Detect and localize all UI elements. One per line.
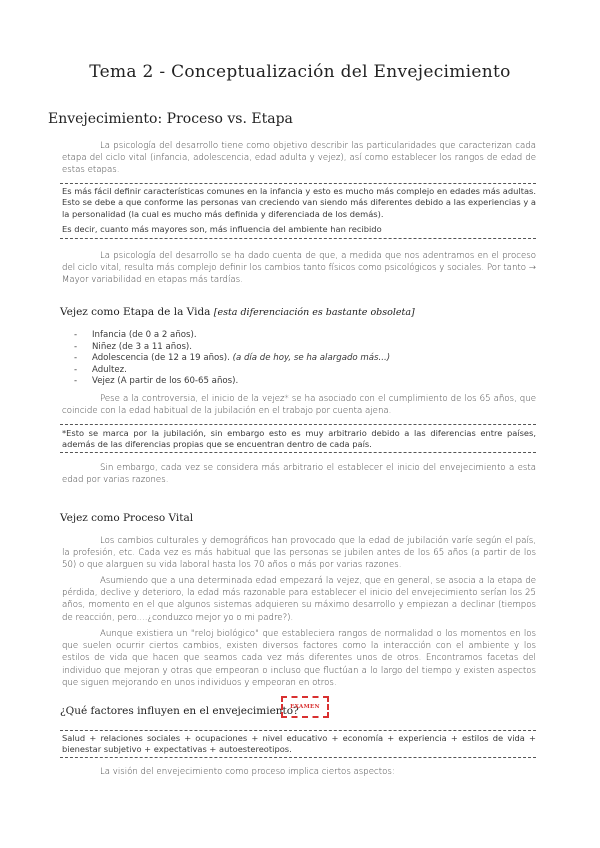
paragraph-objetivo: La psicología del desarrollo tiene como objetivo describir las particularidades que caracterizan cada etapa del ciclo vital (infancia, adolescencia, edad adulta y vejez), así como establecer los rangos de edad de estas etapas. (62, 141, 536, 176)
list-item: - Infancia (de 0 a 2 años). (74, 330, 390, 342)
section-heading-factores: ¿Qué factores influyen en el envejecimiento? (60, 705, 299, 717)
divider (60, 424, 536, 425)
heading-note: [esta diferenciación es bastante obsoleta] (213, 307, 415, 318)
section-heading-proceso-vital: Vejez como Proceso Vital (60, 512, 194, 524)
divider (60, 452, 536, 453)
section-heading-etapa-vida (60, 306, 415, 318)
note-caracteristicas: Es más fácil definir características comunes en la infancia y esto es mucho más complejo en edades más adultas. Esto se debe a que conforme las personas van creciendo van siendo más diferentes debido a las experiencias y a la personalidad (la cual es mucho más definida y diferenciada de los demás). (62, 186, 536, 219)
factors-list: Salud + relaciones sociales + ocupaciones + nivel educativo + economía + experiencia + estilos de vida + bienestar subjetivo + expectativas + autoestereotipos. (62, 733, 536, 755)
heading-text: Vejez como Etapa de la Vida (60, 306, 211, 318)
divider (60, 757, 536, 758)
divider (60, 238, 536, 239)
paragraph-aspectos: La visión del envejecimiento como proceso implica ciertos aspectos: (100, 767, 395, 777)
list-item: - Adolescencia (de 12 a 19 años). (a día de hoy, se ha alargado más...) (74, 353, 390, 365)
divider (60, 730, 536, 731)
paragraph-jubilacion: Pese a la controversia, el inicio de la vejez* se ha asociado con el cumplimiento de los 65 años, que coincide con la edad habitual de la jubilación en el trabajo por cuenta ajena. (62, 394, 536, 417)
page-title: Tema 2 - Conceptualización del Envejecimiento (89, 62, 511, 82)
paragraph-reloj-biologico: Aunque existiera un "reloj biológico" que estableciera rangos de normalidad o los momentos en los que suelen ocurrir ciertos cambios, existen diversos factores como la interacción con el ambiente y los estilos de vida que hacen que seamos cada vez más diferentes unos de otros. Encontramos facetas del individuo que mejoran y otras que empeoran o incluso que fluctúan a lo largo del tiempo y existen aspectos que siguen mejorando en unos individuos y empeoran en otros. (62, 629, 536, 688)
list-item: - Vejez (A partir de los 60-65 años). (74, 376, 390, 388)
paragraph-cambios-culturales: Los cambios culturales y demográficos han provocado que la edad de jubilación varíe según el país, la profesión, etc. Cada vez es más habitual que las personas se jubilen antes de los 65 años (a partir de los 50) o que alarguen su vida laboral hasta los 70 años o más por varias razones. (62, 536, 536, 571)
section-heading-proceso-etapa: Envejecimiento: Proceso vs. Etapa (48, 111, 293, 127)
note-ambiente: Es decir, cuanto más mayores son, más influencia del ambiente han recibido (62, 224, 382, 234)
list-item: - Niñez (de 3 a 11 años). (74, 342, 390, 354)
note-arbitrario: *Esto se marca por la jubilación, sin embargo esto es muy arbitrario debido a las diferencias entre países, además de las diferencias propias que se encuentran dentro de cada país. (62, 428, 536, 450)
paragraph-variabilidad: La psicología del desarrollo se ha dado cuenta de que, a medida que nos adentramos en el proceso del ciclo vital, resulta más complejo definir los cambios tanto físicos como psicológicos y sociales. Por tanto → Mayor variabilidad en etapas más tardías. (62, 251, 536, 286)
divider (60, 183, 536, 184)
list-item: - Adultez. (74, 365, 390, 377)
exam-stamp: EXAMEN (281, 696, 329, 718)
age-stage-list (74, 330, 390, 388)
paragraph-edad-razonable: Asumiendo que a una determinada edad empezará la vejez, que en general, se asocia a la etapa de pérdida, declive y deterioro, la edad más razonable para establecer el inicio del envejecimiento serían los 25 años, momento en el que algunos sistemas adquieren su máximo desarrollo y empiezan a declinar (tiempos de reacción, pero....¿conduzco mejor yo o mi padre?). (62, 576, 536, 623)
paragraph-razones: Sin embargo, cada vez se considera más arbitrario el establecer el inicio del envejecimiento a esta edad por varias razones. (62, 463, 536, 486)
